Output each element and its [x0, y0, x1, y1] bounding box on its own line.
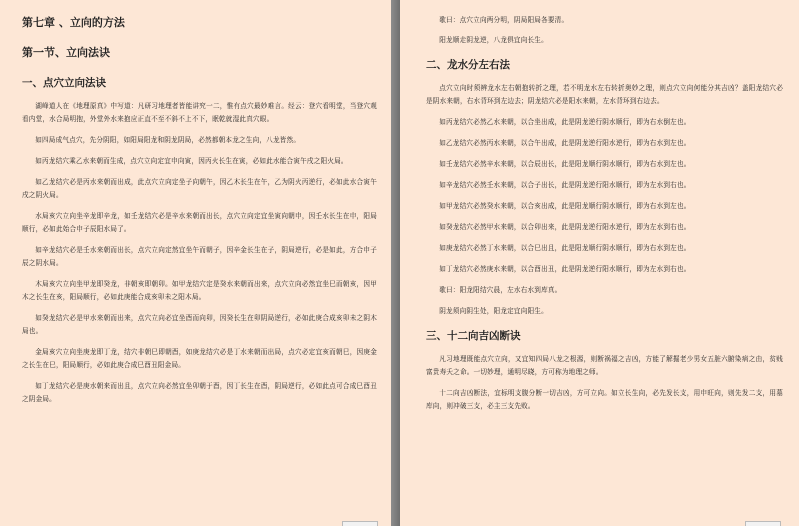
paragraph: 如丙龙结穴乘乙水来朝而生成，点穴立向定宜申向寅，因丙火长生在寅，必如此水能合寅午戌之阳火局。: [35, 157, 348, 165]
paragraph: 如乙龙结穴必然丙水来朝，以合午出成，此是阴龙逆行阳水逆行，即为右水到左也。: [439, 139, 691, 147]
subsection-title-3: 三、十二向吉凶断诀: [426, 330, 521, 342]
page-scroll-tab-left[interactable]: [342, 521, 378, 526]
paragraph: 如乙龙结穴必是丙水来朝而出成，此点穴立向定坐子向朝午，因乙木长生在午，乙为阴火丙逆行，必如此水合寅午戌之阴火局。: [22, 178, 377, 199]
paragraph: 金局亥穴立向坐庚龙即丁龙，结穴非朝巳即朝酉，如庚龙结穴必是丁水来朝而出局，点穴必定宜亥而朝巳，因庚金之长生在巳，阳局顺行，必如此庚合成巳酉丑阳金局。: [22, 348, 377, 369]
paragraph: 如丙龙结穴必然乙水来朝，以合坐出成，此是阴龙逆行阴水顺行，即为右水倒左也。: [439, 118, 691, 126]
paragraph: 如丁龙结穴必然庚水来朝，以合酉出丑，此是阴龙逆行阳水顺行，即为左水到右也。: [439, 265, 691, 273]
chapter-title: 第七章 、立向的方法: [22, 16, 125, 29]
paragraph: 如癸龙结穴必是甲水来朝而出来，点穴立向必宜坐酉而向卯，因癸长生在卯阴局逆行，必如此庚合成亥卯未之阴木局也。: [22, 314, 377, 335]
paragraph: 如甲龙结穴必然癸水来朝，以合亥出成，此是阳龙顺行阴水顺行，即为右水到左也。: [439, 202, 691, 210]
paragraph: 阴龙须向阴生处，阳龙定宜向阳生。: [439, 307, 548, 315]
section-title: 第一节、立向法诀: [22, 46, 110, 59]
paragraph: 如庚龙结穴必然丁水来朝，以合巳出且，此是阳龙顺行阴水顺行，即为右水到左也。: [439, 244, 691, 252]
paragraph: 歌曰：阳龙阳结穴晨，左水右水到库真。: [439, 286, 562, 294]
paragraph: 凡习地理既能点穴立向，又宜知四局八龙之根源，则断祸福之吉凶，方能了解掘老少男女五脏六腑染病之由，贫贱富贵寿夭之命。一切妙理，通明尽晓，方可称为地理之师。: [426, 355, 783, 376]
left-page: [0, 0, 391, 526]
paragraph: 如壬龙结穴必然辛水来朝，以合辰出长，此是阳龙顺行阴水顺行，即为右水到左也。: [439, 160, 691, 168]
paragraph: 如四局成气点穴，先分阴阳，如阳局阳龙和阴龙阴局，必然都朝本龙之生向，八龙皆然。: [35, 136, 301, 144]
page-gutter: [391, 0, 400, 526]
paragraph: 如辛龙结穴必是壬水来朝而出长，点穴立向定然宜坐午而朝子，因辛金长生在子，阴局逆行，必是如此，方合申子辰之阴水局。: [22, 246, 377, 267]
paragraph: 如癸龙结穴必然甲水来朝，以合卯出来，此是阴龙逆行阳水逆行，即为左水到右也。: [439, 223, 691, 231]
verse-line: 阳龙顺走阴龙逆，八龙俱宜向长生。: [439, 36, 548, 44]
paragraph: 水局亥穴立向坐辛龙即辛龙，如壬龙结穴必是辛水来朝而出长，点穴立向定宜坐寅向朝申，因壬水长生在申，阳局顺行，必如此始合申子辰阳水局了。: [22, 212, 377, 233]
paragraph: 十二向吉凶断法，宜标明支腹分断一切吉凶，方可立向。如立长生向，必先发长支，用申旺向，则先发二支，用墓库向，则冲破三支，必主三支先败。: [426, 389, 783, 410]
right-page: [400, 0, 799, 526]
paragraph: 如辛龙结穴必然壬水来朝，以合子出长，此是阴龙逆行阳水顺行，即为左水到右也。: [439, 181, 691, 189]
paragraph: 木局亥穴立向坐甲龙即癸龙，非朝亥即朝卯。如甲龙结穴定是癸水来朝而出来，点穴立向必然宜坐巳而朝亥，因甲木之长生在亥，阳局顺行，必如此庚能合成亥卯未之阳木局。: [22, 280, 377, 301]
paragraph: 如丁龙结穴必是庚水朝来而出且，点穴立向必然宜坐卯朝于酉，因丁长生在酉，阴局逆行，必如此点可合成巳酉丑之阴金局。: [22, 382, 377, 403]
page-scroll-tab-right[interactable]: [745, 521, 781, 526]
verse-line: 歌曰：点穴立向两分明，阴局阳局各要清。: [439, 16, 569, 24]
paragraph: 湖峰道人在《地理原真》中写道：凡研习地理者皆能讲究一二，惟有点穴最妙难言。经云：登穴看明堂，当登穴观看内堂，水合局明抱，外堂外水来抱应正直不至不斜不上不下，眠乾就湿此真穴眼。: [22, 102, 377, 123]
subsection-title-1: 一、点穴立向法诀: [22, 77, 106, 89]
subsection-title-2: 二、龙水分左右法: [426, 59, 510, 71]
paragraph: 点穴立向时须辨龙水左右朝抱转折之理，若不明龙水左右转折奥妙之理，则点穴立向何能分其吉凶？盖阳龙结穴必是阴水来朝，右水背环到左边去；阴龙结穴必是阳水来朝，左水背环到右边去。: [426, 84, 783, 105]
